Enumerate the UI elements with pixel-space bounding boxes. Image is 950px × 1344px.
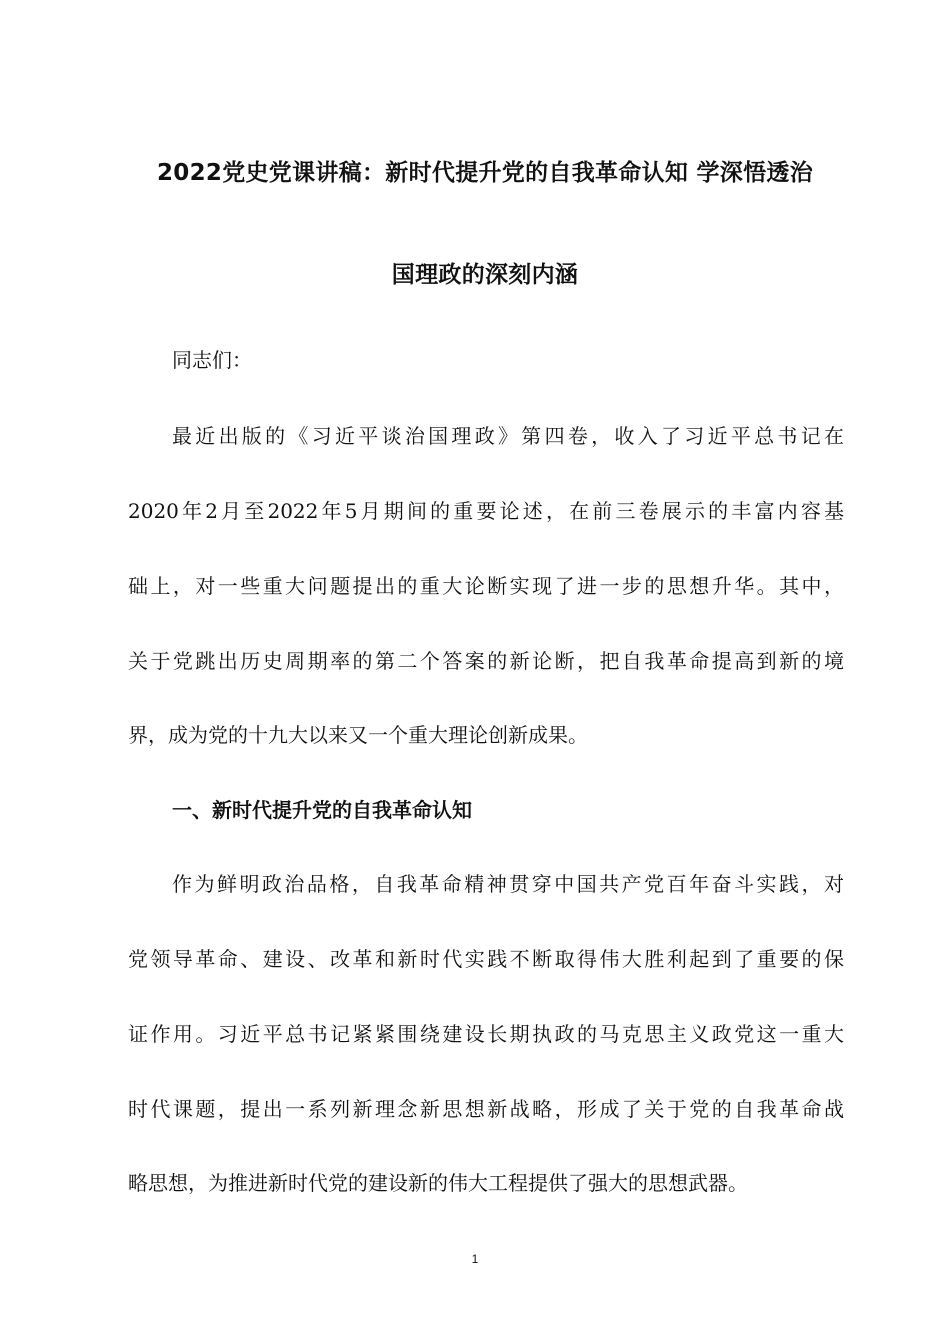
paragraph-2-line: 党领导革命、建设、改革和新时代实践不断取得伟大胜利起到了重要的保 [128,947,844,971]
salutation: 同志们： [172,348,252,372]
paragraph-2-line: 略思想，为推进新时代党的建设新的伟大工程提供了强大的思想武器。 [128,1171,748,1195]
document-title-line-2: 国理政的深刻内涵 [391,262,579,288]
paragraph-2-line: 作为鲜明政治品格，自我革命精神贯穿中国共产党百年奋斗实践，对 [172,872,844,896]
paragraph-1-line: 界，成为党的十九大以来又一个重大理论创新成果。 [128,723,588,747]
paragraph-2-line: 证作用。习近平总书记紧紧围绕建设长期执政的马克思主义政党这一重大 [128,1022,844,1046]
document-title-line-1: 2022党史党课讲稿：新时代提升党的自我革命认知 学深悟透治 [156,160,814,186]
paragraph-1-line: 关于党跳出历史周期率的第二个答案的新论断，把自我革命提高到新的境 [128,649,844,673]
paragraph-1-line: 最近出版的《习近平谈治国理政》第四卷，收入了习近平总书记在 [172,424,844,448]
page-number: 1 [471,1252,479,1266]
section-heading: 一、新时代提升党的自我革命认知 [172,798,472,822]
paragraph-2-line: 时代课题，提出一系列新理念新思想新战略，形成了关于党的自我革命战 [128,1097,844,1121]
paragraph-1-line: 2020年2月至2022年5月期间的重要论述，在前三卷展示的丰富内容基 [128,499,844,523]
paragraph-1-line: 础上，对一些重大问题提出的重大论断实现了进一步的思想升华。其中， [128,574,844,598]
